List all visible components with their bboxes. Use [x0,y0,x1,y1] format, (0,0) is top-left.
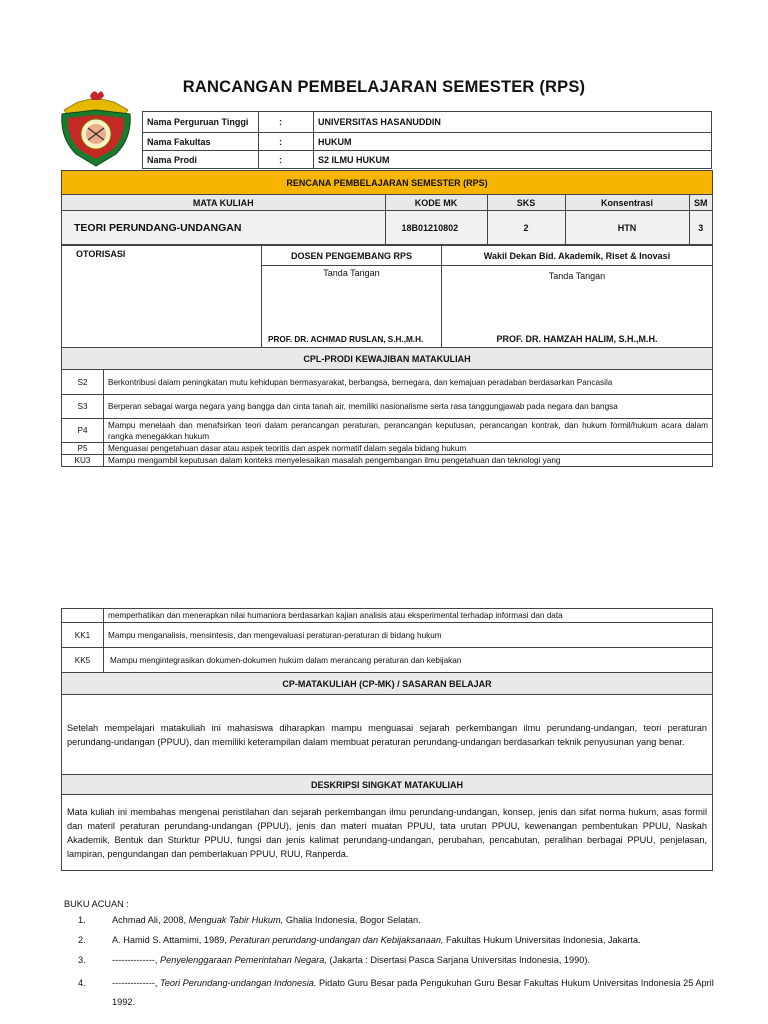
buku-acuan-heading: BUKU ACUAN : [64,899,129,909]
value-prodi: S2 ILMU HUKUM [314,151,712,169]
cpl-code: P5 [62,443,104,455]
cpmk-heading: CP-MATAKULIAH (CP-MK) / SASARAN BELAJAR [62,673,713,695]
label-prodi: Nama Prodi [143,151,259,169]
value-perguruan: UNIVERSITAS HASANUDDIN [314,112,712,133]
label-fakultas: Nama Fakultas [143,133,259,151]
value-fakultas: HUKUM [314,133,712,151]
deskripsi-text: Mata kuliah ini membahas mengenai peristilahan dan sejarah perkembangan ilmu perundang-undangan, konsep, jenis dan sifat norma hukum, asas formil dan materil peraturan perundang-undangan (PPUU), jenis dan materi muatan PPUU, tata urutan PPUU, kewenangan pembentukan PPUU, Naskah Akademik, Bentuk dan Sturktur PPUU, fungsi dan jenis kalimat perundang-undangan, perubahan, pencabutan, peralihan berbagai PPUU, penjelasan, lampiran, pengundangan dan pemberlakuan PPUU, RUU, Ranperda. [67,806,707,859]
reference-item: 2. A. Hamid S. Attamimi, 1989, Peraturan perundang-undangan dan Kebijaksanaan, Fakultas Hukum Universitas Indonesia, Jakarta. [78,935,641,945]
cpl-text: Menguasai pengetahuan dasar atau aspek teoritis dan aspek normatif dalam segala bidang hukum [104,443,713,455]
ttd-dosen: Tanda Tangan [323,268,380,278]
cpmk-body [62,695,713,775]
course-sks: 2 [487,211,565,245]
col-sks: SKS [487,195,565,211]
dosen-name: PROF. DR. ACHMAD RUSLAN, S.H.,M.H. [268,335,424,344]
rps-banner: RENCANA PEMBELAJARAN SEMESTER (RPS) [62,171,713,195]
cpl-code: KK5 [62,648,104,673]
cpl-text: Mampu mengambil keputusan dalam konteks menyelesaikan masalah pengembangan ilmu pengetahuan dan teknologi yang [104,455,713,467]
course-konsentrasi: HTN [565,211,689,245]
sep: : [259,112,314,133]
cpl-code: S2 [62,370,104,395]
page-title: RANCANGAN PEMBELAJARAN SEMESTER (RPS) [182,78,586,96]
header-table [142,111,712,169]
university-logo-icon [58,88,134,168]
reference-item: 3. --------------, Penyelenggaraan Pemerintahan Negara, (Jakarta : Disertasi Pasca Sarjana Universitas Indonesia, 1990). [78,955,590,965]
cpmk-text: Setelah mempelajari matakuliah ini mahasiswa diharapkan mampu menguasai sejarah perkembangan ilmu perundang-undangan, teori peraturan perundang-undangan (PPUU), dan memiliki keterampilan dalam membuat peraturan perundang-undangan berdasarkan teknik penyusunan yang benar. [67,722,707,747]
cpl-table [61,347,713,467]
cpl-text: Mampu menganalisis, mensintesis, dan mengevaluasi peraturan-peraturan di bidang hukum [104,623,713,648]
wakil-name: PROF. DR. HAMZAH HALIM, S.H.,M.H. [496,334,658,344]
sep: : [259,133,314,151]
cpl-text: Berperan sebagai warga negara yang bangga dan cinta tanah air, memiliki nasionalisme serta rasa tanggungjawab pada negara dan bangsa [104,395,713,419]
course-sm: 3 [689,211,712,245]
cpl-text: Mampu mengintegrasikan dokumen-dokumen hukum dalam merancang peraturan dan kebijakan [104,648,713,673]
course-kode: 18B01210802 [385,211,487,245]
col-matakuliah: MATA KULIAH [62,195,386,211]
deskripsi-heading: DESKRIPSI SINGKAT MATAKULIAH [62,775,713,795]
cpl-text: Mampu menelaah dan menafsirkan teori dalam perancangan peraturan, perancangan keputusan, perancangan kontrak, dan hukum formil/hukum acara dalam rangka menegakkan hukum [104,419,713,443]
cpl-heading: CPL-PRODI KEWAJIBAN MATAKULIAH [62,348,713,370]
wakil-signature-box [442,266,713,348]
cpl-text: Berkontribusi dalam peningkatan mutu kehidupan bermasyarakat, berbangsa, bernegara, dan kemajuan peradaban berdasarkan Pancasila [104,370,713,395]
col-konsentrasi: Konsentrasi [565,195,689,211]
cpl-code: KK1 [62,623,104,648]
cpl-code: S3 [62,395,104,419]
ttd-wakil: Tanda Tangan [548,271,606,281]
dosen-signature-box [262,266,442,348]
cpl-text: memperhatikan dan menerapkan nilai humaniora berdasarkan kajian analisis atau eksperimental terhadap informasi dan data [104,609,713,623]
cpl-cont-table [61,608,713,871]
cpl-code [62,609,104,623]
cpl-code: P4 [62,419,104,443]
col-kode: KODE MK [385,195,487,211]
reference-item: 4. --------------, Teori Perundang-undangan Indonesia. Pidato Guru Besar pada Pengukuhan Guru Besar Fakultas Hukum Universitas Indonesia 25 April 1992. [78,978,714,1007]
course-name: TEORI PERUNDANG-UNDANGAN [62,211,386,245]
otorisasi-label: OTORISASI [62,246,262,348]
wakil-heading: Wakil Dekan Bid. Akademik, Riset & Inovasi [442,246,713,266]
rps-table [61,170,713,245]
label-perguruan: Nama Perguruan Tinggi [143,112,259,133]
deskripsi-body [62,795,713,871]
dosen-heading: DOSEN PENGEMBANG RPS [262,246,442,266]
sep: : [259,151,314,169]
reference-item: 1. Achmad Ali, 2008, Menguak Tabir Hukum, Ghalia Indonesia, Bogor Selatan. [78,915,421,925]
cpl-code: KU3 [62,455,104,467]
col-sm: SM [689,195,712,211]
otorisasi-table [61,245,713,348]
